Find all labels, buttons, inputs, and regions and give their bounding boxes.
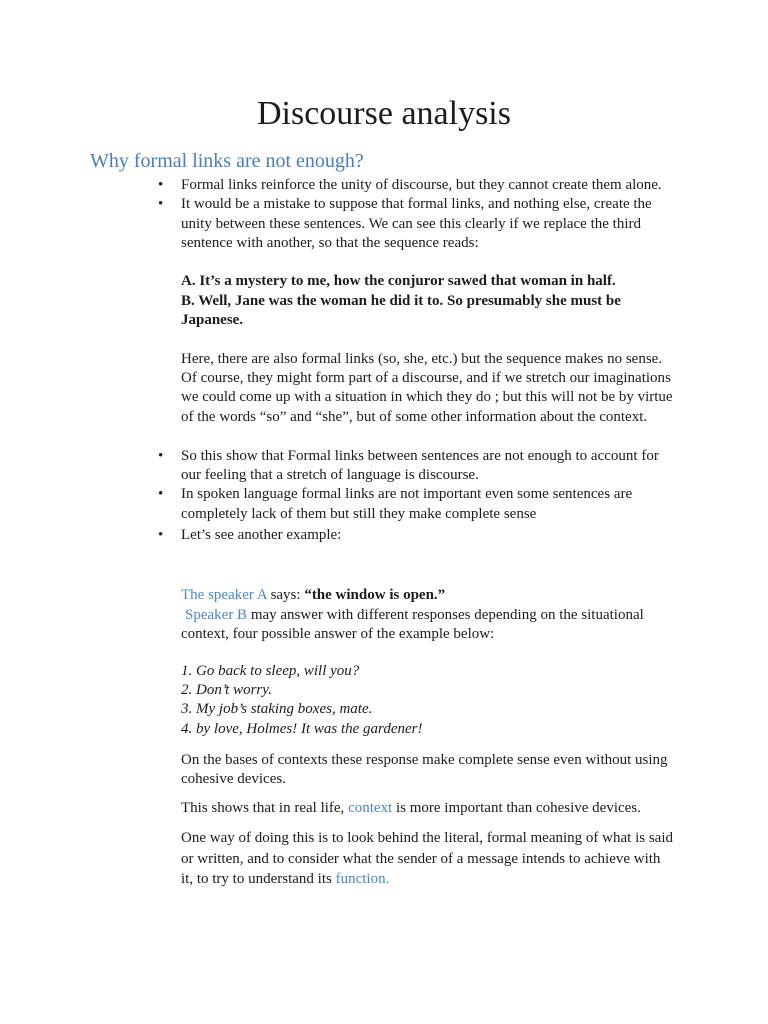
bullet-marker: •	[158, 177, 164, 193]
function-keyword: function.	[335, 871, 390, 888]
conclusion-paragraph	[181, 751, 768, 790]
speaker-a-utterance: “the window is open.”	[304, 586, 446, 603]
speaker-b-name: Speaker B	[185, 606, 248, 623]
example-sentence-line: A. It’s a mystery to me, how the conjuror sawed that woman in half.	[181, 273, 616, 290]
speaker-b-text: may answer with different responses depending on the situational	[247, 606, 644, 623]
paragraph-line: of the words “so” and “she”, but of some other information about the context.	[181, 408, 648, 425]
speaker-a-line	[181, 586, 768, 605]
bullet-list-formal-links	[158, 176, 768, 253]
paragraph-line: Of course, they might form part of a discourse, and if we stretch our imaginations	[181, 369, 671, 386]
function-paragraph	[181, 828, 768, 890]
context-text-after: is more important than cohesive devices.	[392, 800, 641, 817]
response-item: 2. Don’t worry.	[181, 681, 272, 698]
bullet-text-line: It would be a mistake to suppose that formal links, and nothing else, create the	[181, 196, 652, 213]
paragraph-line: we could come up with a situation in which they do ; but this will not be by virtue	[181, 389, 673, 406]
context-statement	[181, 799, 768, 818]
explanation-paragraph	[181, 350, 768, 427]
bullet-text-line: sentence with another, so that the sequence reads:	[181, 234, 479, 251]
response-item: 1. Go back to sleep, will you?	[181, 662, 360, 679]
bullet-marker: •	[158, 527, 164, 544]
bullet-text-line: In spoken language formal links are not important even some sentences are	[181, 486, 633, 503]
context-keyword: context	[348, 800, 393, 817]
paragraph-line: On the bases of contexts these response make complete sense even without using	[181, 751, 668, 768]
paragraph-line	[181, 869, 768, 890]
bullet-marker: •	[158, 486, 164, 503]
section-heading: Why formal links are not enough?	[90, 150, 364, 172]
paragraph-line	[181, 799, 768, 818]
speaker-a-verb: says:	[266, 586, 305, 603]
paragraph-line: or written, and to consider what the sender of a message intends to achieve with	[181, 850, 661, 867]
bullet-text-line: So this show that Formal links between sentences are not enough to account for	[181, 447, 659, 464]
paragraph-line: Here, there are also formal links (so, she, etc.) but the sequence makes no sense.	[181, 350, 663, 367]
paragraph-line: cohesive devices.	[181, 771, 286, 788]
bullet-text-line: Let’s see another example:	[181, 527, 342, 544]
bullet-item-spoken-language	[158, 485, 768, 524]
speaker-b-line	[181, 606, 768, 625]
function-text-before: it, to try to understand its	[181, 871, 336, 888]
bullet-item-unity	[158, 176, 768, 195]
bullet-text-line: our feeling that a stretch of language is discourse.	[181, 466, 479, 483]
bullet-list-discourse	[158, 447, 768, 546]
response-item: 4. by love, Holmes! It was the gardener!	[181, 720, 423, 737]
response-item: 3. My job’s staking boxes, mate.	[181, 701, 373, 718]
speaker-b-line: context, four possible answer of the example below:	[181, 625, 495, 642]
document-title: Discourse analysis	[256, 95, 511, 132]
bullet-text-line: completely lack of them but still they make complete sense	[181, 505, 537, 522]
example-sentence-line: B. Well, Jane was the woman he did it to. So presumably she must be	[181, 292, 621, 309]
speaker-a-name: The speaker A	[181, 586, 267, 603]
bullet-item-another-example	[158, 526, 768, 545]
bullet-marker: •	[158, 196, 164, 213]
response-list	[181, 662, 768, 739]
bullet-text-line: unity between these sentences. We can see this clearly if we replace the third	[181, 215, 641, 232]
bullet-marker: •	[158, 447, 164, 464]
bullet-text-line: Formal links reinforce the unity of discourse, but they cannot create them alone.	[181, 177, 662, 193]
bullet-item-not-enough	[158, 447, 768, 486]
example-sequence	[181, 272, 768, 330]
example-sentence-line: Japanese.	[181, 312, 244, 329]
speaker-b-statement	[181, 606, 768, 645]
speaker-a-statement	[181, 586, 768, 605]
context-text-before: This shows that in real life,	[181, 800, 349, 817]
paragraph-line: One way of doing this is to look behind the literal, formal meaning of what is said	[181, 830, 673, 847]
bullet-item-mistake	[158, 195, 768, 253]
